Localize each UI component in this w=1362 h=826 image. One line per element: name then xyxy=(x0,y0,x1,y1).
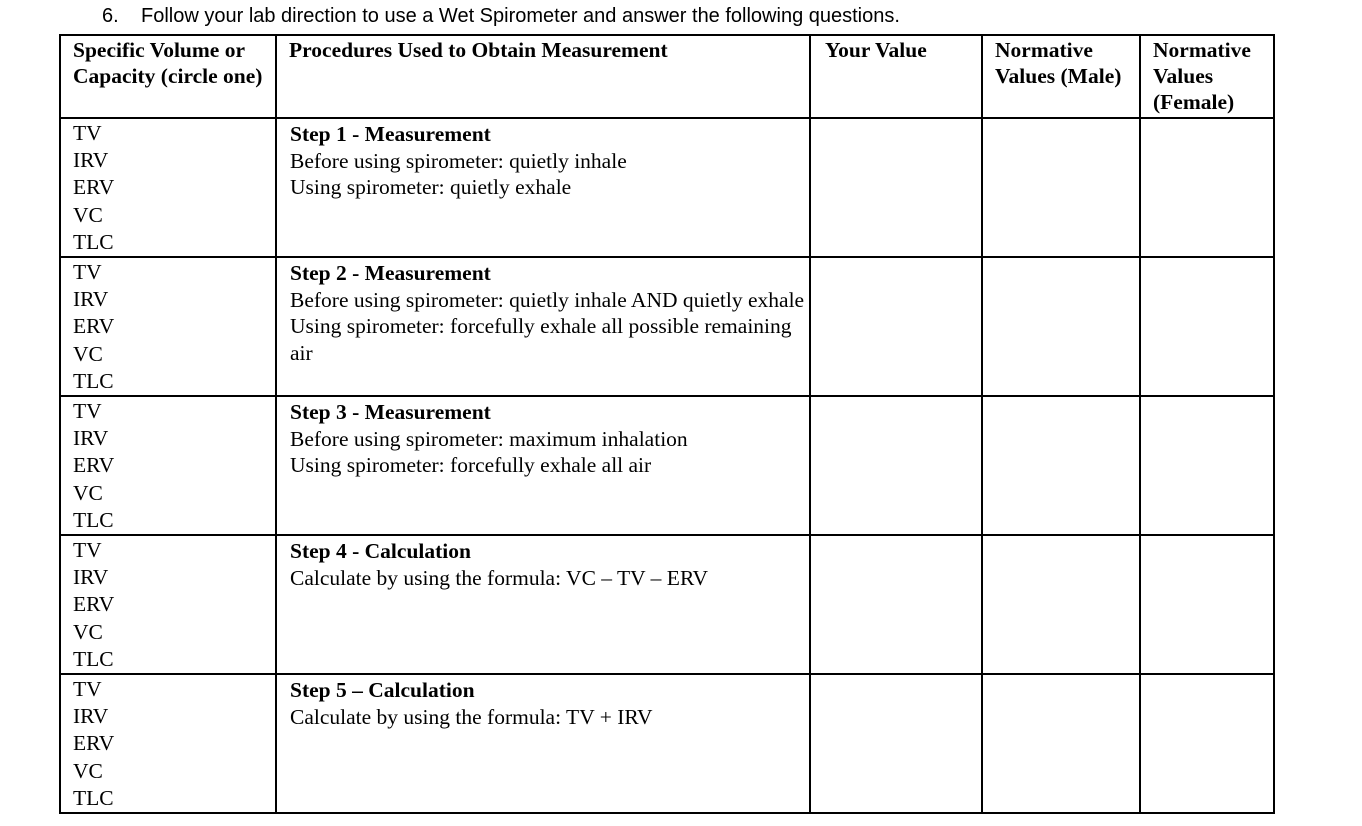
option-erv[interactable]: ERV xyxy=(73,314,115,339)
question-heading xyxy=(102,4,900,28)
normative-female-cell[interactable] xyxy=(1140,674,1274,813)
procedure-line: Before using spirometer: maximum inhalation xyxy=(290,426,688,451)
normative-female-cell[interactable] xyxy=(1140,118,1274,257)
your-value-cell[interactable] xyxy=(810,396,982,535)
option-tlc[interactable]: TLC xyxy=(73,507,114,532)
procedure-cell xyxy=(276,674,810,813)
option-list xyxy=(60,257,276,396)
spirometer-table xyxy=(59,34,1275,814)
option-irv[interactable]: IRV xyxy=(73,287,109,312)
option-vc[interactable]: VC xyxy=(73,341,103,366)
procedure-cell xyxy=(276,118,810,257)
header-normative-male: Normative Values (Male) xyxy=(982,35,1140,118)
header-your-value: Your Value xyxy=(810,35,982,118)
option-vc[interactable]: VC xyxy=(73,758,103,783)
procedure-cell xyxy=(276,396,810,535)
header-normative-female: Normative Values (Female) xyxy=(1140,35,1274,118)
procedure-line: Before using spirometer: quietly inhale xyxy=(290,148,627,173)
procedure-line: Using spirometer: forcefully exhale all possible remaining air xyxy=(290,314,792,365)
option-irv[interactable]: IRV xyxy=(73,426,109,451)
header-procedures: Procedures Used to Obtain Measurement xyxy=(276,35,810,118)
option-irv[interactable]: IRV xyxy=(73,565,109,590)
step-title: Step 2 - Measurement xyxy=(290,261,491,286)
option-erv[interactable]: ERV xyxy=(73,592,115,617)
normative-female-cell[interactable] xyxy=(1140,396,1274,535)
your-value-cell[interactable] xyxy=(810,674,982,813)
option-irv[interactable]: IRV xyxy=(73,704,109,729)
question-text: Follow your lab direction to use a Wet Spirometer and answer the following questions. xyxy=(141,5,900,27)
option-vc[interactable]: VC xyxy=(73,619,103,644)
header-row xyxy=(60,35,1274,118)
normative-female-cell[interactable] xyxy=(1140,535,1274,674)
option-tv[interactable]: TV xyxy=(73,121,102,145)
table-row xyxy=(60,674,1274,813)
procedure-cell xyxy=(276,535,810,674)
step-title: Step 3 - Measurement xyxy=(290,400,491,425)
option-irv[interactable]: IRV xyxy=(73,148,109,173)
procedure-line: Calculate by using the formula: TV + IRV xyxy=(290,704,653,729)
normative-male-cell[interactable] xyxy=(982,257,1140,396)
table-row xyxy=(60,396,1274,535)
your-value-cell[interactable] xyxy=(810,257,982,396)
procedure-line: Using spirometer: forcefully exhale all air xyxy=(290,453,652,478)
option-tv[interactable]: TV xyxy=(73,399,102,424)
procedure-line: Using spirometer: quietly exhale xyxy=(290,175,572,199)
normative-male-cell[interactable] xyxy=(982,118,1140,257)
option-tv[interactable]: TV xyxy=(73,260,102,285)
option-list xyxy=(60,118,276,257)
option-tv[interactable]: TV xyxy=(73,677,102,702)
procedure-line: Before using spirometer: quietly inhale AND quietly exhale xyxy=(290,287,805,312)
option-tv[interactable]: TV xyxy=(73,538,102,563)
normative-male-cell[interactable] xyxy=(982,396,1140,535)
question-number: 6. xyxy=(102,5,119,27)
procedure-line: Calculate by using the formula: VC – TV – ERV xyxy=(290,565,709,590)
table-row xyxy=(60,535,1274,674)
step-title: Step 4 - Calculation xyxy=(290,539,471,564)
option-erv[interactable]: ERV xyxy=(73,175,115,200)
normative-male-cell[interactable] xyxy=(982,674,1140,813)
your-value-cell[interactable] xyxy=(810,118,982,257)
option-tlc[interactable]: TLC xyxy=(73,785,114,810)
procedure-cell xyxy=(276,257,810,396)
option-tlc[interactable]: TLC xyxy=(73,646,114,671)
your-value-cell[interactable] xyxy=(810,535,982,674)
option-list xyxy=(60,674,276,813)
step-title: Step 5 – Calculation xyxy=(290,678,475,703)
option-erv[interactable]: ERV xyxy=(73,731,115,756)
option-erv[interactable]: ERV xyxy=(73,453,115,478)
option-list xyxy=(60,535,276,674)
option-vc[interactable]: VC xyxy=(73,202,103,227)
step-title: Step 1 - Measurement xyxy=(290,122,491,146)
option-list xyxy=(60,396,276,535)
header-specific-volume: Specific Volume or Capacity (circle one) xyxy=(60,35,276,118)
option-tlc[interactable]: TLC xyxy=(73,229,114,254)
option-tlc[interactable]: TLC xyxy=(73,368,114,393)
option-vc[interactable]: VC xyxy=(73,480,103,505)
normative-female-cell[interactable] xyxy=(1140,257,1274,396)
table-row xyxy=(60,118,1274,257)
table-row xyxy=(60,257,1274,396)
normative-male-cell[interactable] xyxy=(982,535,1140,674)
